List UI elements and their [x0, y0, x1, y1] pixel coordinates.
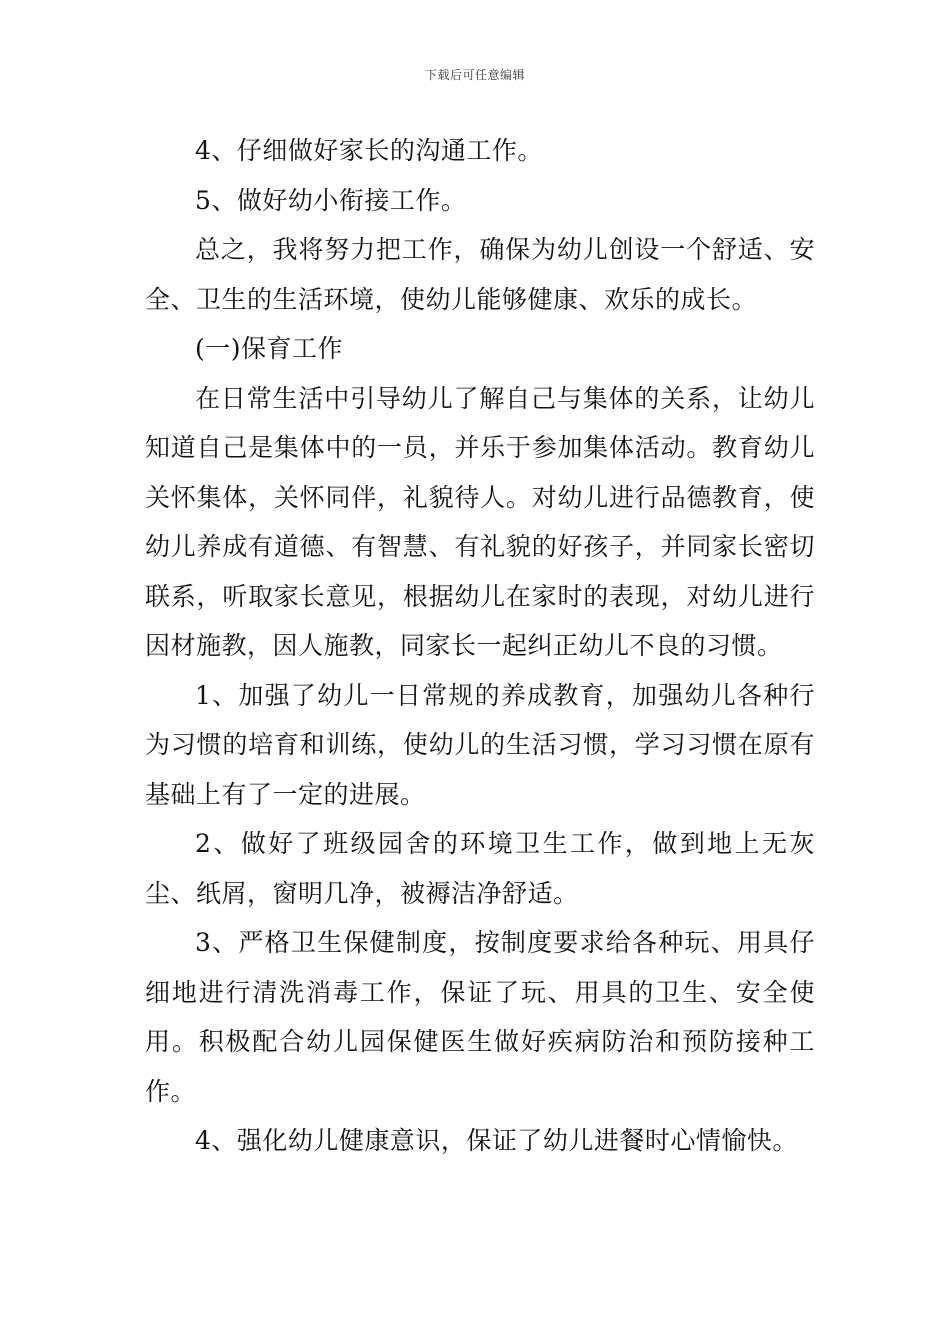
- paragraph-item-1-habits: 1、加强了幼儿一日常规的养成教育，加强幼儿各种行为习惯的培育和训练，使幼儿的生活习惯，学习习惯在原有基础上有了一定的进展。: [145, 680, 815, 809]
- paragraph-item-3-health-system: 3、严格卫生保健制度，按制度要求给各种玩、用具仔细地进行清洗消毒工作，保证了玩、用具的卫生、安全使用。积极配合幼儿园保健医生做好疾病防治和预防接种工作。: [145, 928, 815, 1106]
- paragraph-item-4-communication: 4、仔细做好家长的沟通工作。: [195, 136, 543, 165]
- paragraph-summary: 总之，我将努力把工作，确保为幼儿创设一个舒适、安全、卫生的生活环境，使幼儿能够健康、欢乐的成长。: [145, 235, 815, 314]
- paragraph-item-5-transition: 5、做好幼小衔接工作。: [195, 185, 467, 215]
- paragraph-daily-life: 在日常生活中引导幼儿了解自己与集体的关系，让幼儿知道自己是集体中的一员，并乐于参加集体活动。教育幼儿关怀集体，关怀同伴，礼貌待人。对幼儿进行品德教育，使幼儿养成有道德、有智慧、有礼貌的好孩子，并同家长密切联系，听取家长意见，根据幼儿在家时的表现，对幼儿进行因材施教，因人施教，同家长一起纠正幼儿不良的习惯。: [145, 383, 815, 660]
- page-header: 下载后可任意编辑: [424, 68, 525, 82]
- section-heading-care-work: (一)保育工作: [195, 334, 344, 363]
- paragraph-item-4-health-awareness: 4、强化幼儿健康意识，保证了幼儿进餐时心情愉快。: [195, 1126, 798, 1155]
- document-body: [145, 126, 815, 1166]
- paragraph-item-2-hygiene: 2、做好了班级园舍的环境卫生工作，做到地上无灰尘、纸屑，窗明几净，被褥洁净舒适。: [145, 829, 815, 908]
